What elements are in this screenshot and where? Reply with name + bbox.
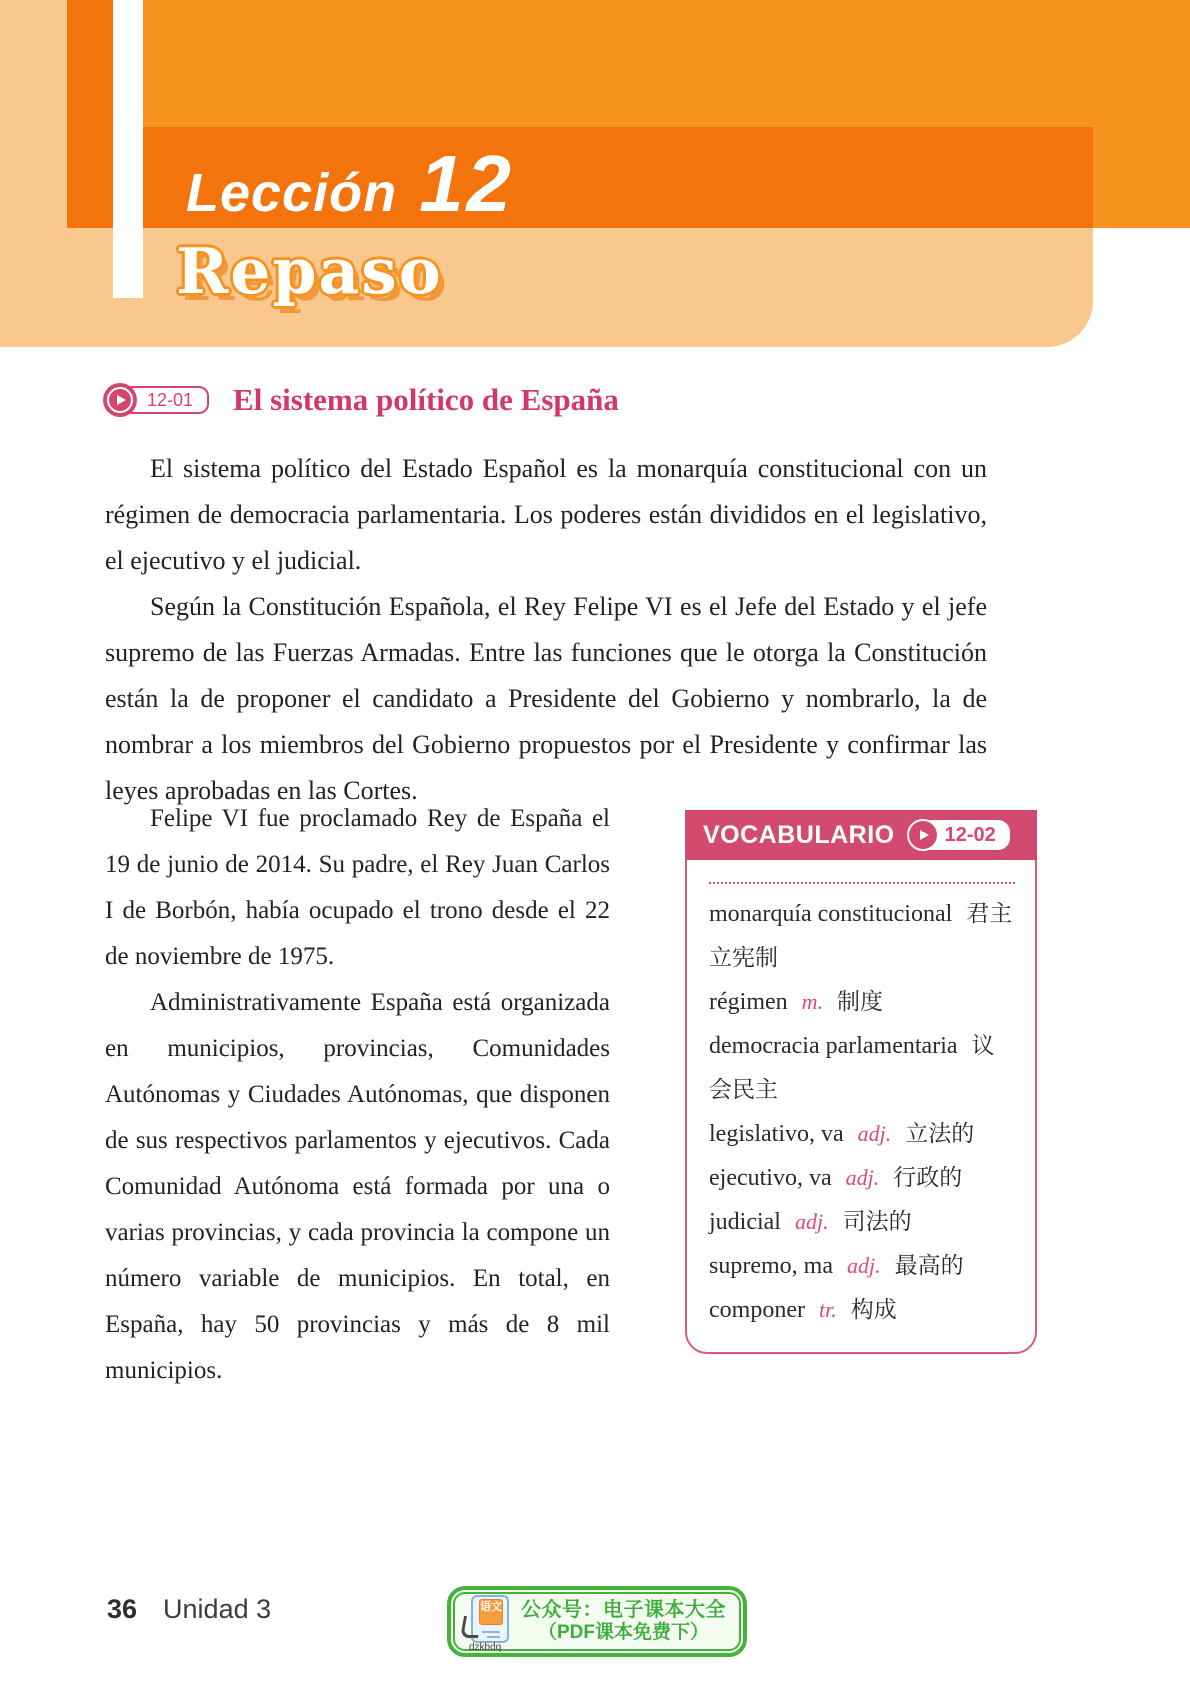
stamp-line-2: （PDF课本免费下） (537, 1622, 709, 1644)
vocabulary-box (685, 810, 1037, 1354)
vocab-entry: judicial adj. 司法的 (709, 1209, 912, 1235)
lesson-label: Lección (186, 163, 398, 223)
columns-row (105, 796, 1037, 1394)
article-left-column (105, 796, 610, 1394)
book-cover-label: 语文 (479, 1599, 503, 1625)
vocab-entry: régimen m. 制度 (709, 989, 884, 1015)
header-white-divider-bar (113, 0, 143, 298)
paragraph-3: Felipe VI fue proclamado Rey de España el 19 de junio de 2014. Su padre, el Rey Juan Carlos I de Borbón, había ocupado el trono desde el 22 de noviembre de 1975. (105, 805, 610, 970)
vocab-entry: componer tr. 构成 (709, 1297, 897, 1323)
section-title: El sistema político de España (233, 382, 619, 417)
vocab-entry: monarquía constitucional 君主立宪制 (709, 901, 1013, 970)
unit-label: Unidad 3 (163, 1594, 272, 1624)
vocab-entry: supremo, ma adj. 最高的 (709, 1253, 964, 1279)
paragraph-1: El sistema político del Estado Español es la monarquía constitucional con un régimen de democracia parlamentaria. Los poderes están divididos en el legislativo, el ejecutivo y el judicial. (105, 454, 987, 575)
ebook-hand-icon (460, 1594, 512, 1653)
vocabulary-list (687, 860, 1035, 1352)
play-icon (907, 819, 939, 851)
vocab-entry: legislativo, va adj. 立法的 (709, 1121, 975, 1147)
lesson-number: 12 (419, 139, 515, 228)
vocab-entry: democracia parlamentaria 议会民主 (709, 1033, 995, 1102)
vocab-entry: ejecutivo, va adj. 行政的 (709, 1165, 963, 1191)
audio-badge-12-01 (103, 383, 209, 417)
page-number: 36 (107, 1594, 138, 1624)
article-body (105, 446, 987, 814)
stamp-text (512, 1599, 735, 1645)
lesson-subtitle: Repaso (176, 234, 443, 308)
stamp-line-1: 公众号：电子课本大全 (521, 1598, 726, 1621)
audio-badge-12-02 (907, 819, 1010, 851)
audio-track-number: 12-01 (117, 386, 209, 414)
dotted-divider (709, 882, 1015, 884)
page-footer (107, 1594, 271, 1625)
header-left-accent-bar (67, 0, 113, 228)
hand-shape (460, 1616, 482, 1638)
play-icon (103, 383, 137, 417)
paragraph-2: Según la Constitución Española, el Rey Felipe VI es el Jefe del Estado y el jefe supremo de las Fuerzas Armadas. Entre las funciones que le otorga la Constitución están la de proponer el candidato a Presidente del Gobierno y nombrarlo, la de nombrar a los miembros del Gobierno propuestos por el Presidente y confirmar las leyes aprobadas en las Cortes. (105, 592, 987, 805)
wechat-watermark-stamp (447, 1586, 747, 1657)
icon-caption: dzkbdq (469, 1641, 502, 1653)
vocabulary-title: VOCABULARIO (703, 820, 895, 849)
section-heading-row (103, 382, 619, 418)
audio-track-number: 12-02 (921, 820, 1010, 850)
paragraph-4: Administrativamente España está organizada en municipios, provincias, Comunidades Autónomas y Ciudades Autónomas, que disponen de sus respectivos parlamentos y ejecutivos. Cada Comunidad Autónoma está formada por una o varias provincias, y cada provincia la compone un número variable de municipios. En total, en España, hay 50 provincias y más de 8 mil municipios. (105, 989, 610, 1384)
vocabulary-header (685, 810, 1037, 860)
lesson-title (186, 138, 514, 230)
